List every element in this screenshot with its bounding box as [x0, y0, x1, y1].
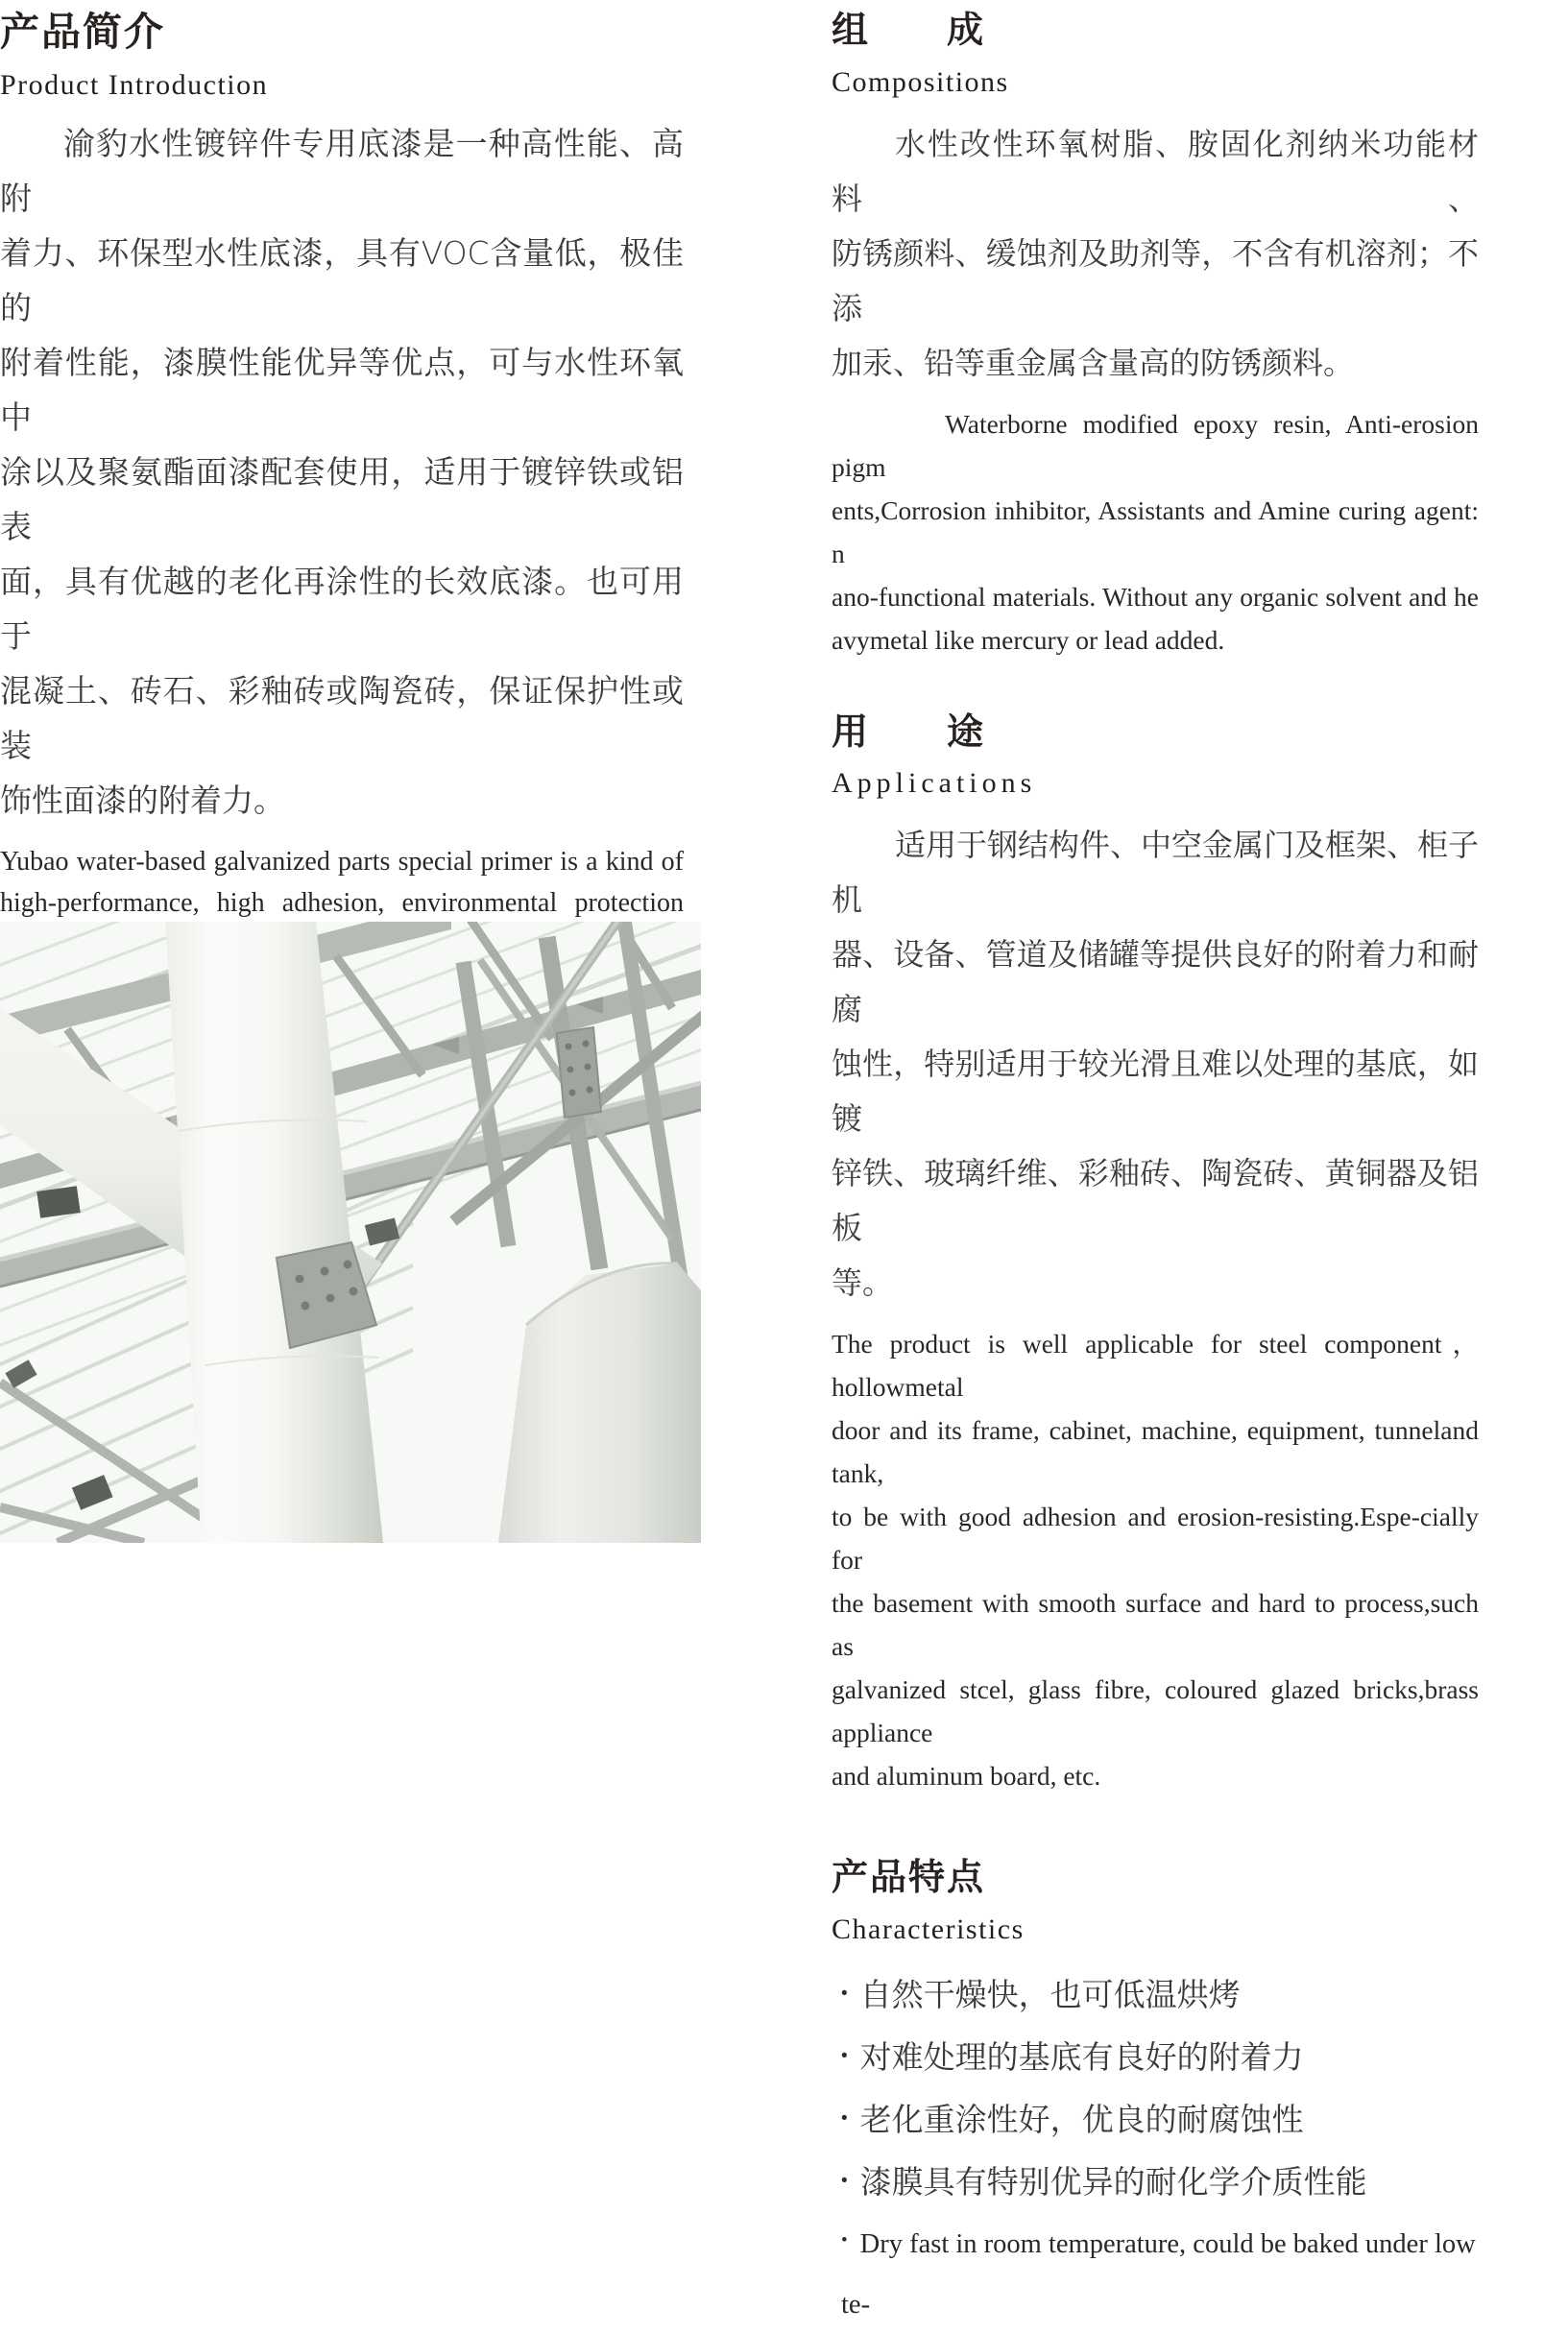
text-line: Waterborne modified epoxy resin, Anti-erosion pigm: [832, 408, 1479, 482]
characteristics-list-en: [832, 2216, 1479, 2334]
characteristics-title-en: Characteristics: [832, 1913, 1025, 1946]
compositions-title-zh: 组 成: [832, 9, 986, 51]
text-line: 着力、环保型水性底漆，具有VOC含量低，极佳的: [0, 234, 684, 327]
compositions-paragraph-en: [832, 402, 1479, 662]
text-line: avymetal like mercury or lead added.: [832, 624, 1225, 655]
bullet-marker: •: [841, 1983, 848, 2005]
text-line: 等。: [832, 1264, 894, 1302]
bullet-marker: •: [841, 2107, 848, 2129]
bullet-marker: •: [841, 2170, 848, 2192]
text-line: 水性改性环氧树脂、胺固化剂纳米功能材料、: [832, 125, 1479, 217]
text-line: ano-functional materials. Without any organic solvent and he: [832, 581, 1479, 612]
text-line: Yubao water-based galvanized parts special primer is a kind of: [0, 847, 684, 878]
text-line: the basement with smooth surface and hard to process,such as: [832, 1588, 1479, 1662]
compositions-title-en: Compositions: [832, 65, 1009, 98]
text-line: 锌铁、玻璃纤维、彩釉砖、陶瓷砖、黄铜器及铝板: [832, 1155, 1479, 1247]
steel-structure-illustration: [0, 922, 701, 1543]
characteristics-title-zh: 产品特点: [832, 1856, 986, 1899]
characteristics-section: [832, 1857, 1479, 2334]
steel-structure-photo: [0, 922, 701, 1543]
characteristic-item: [841, 1966, 1479, 2029]
characteristic-text: 漆膜具有特别优异的耐化学介质性能: [859, 2163, 1367, 2202]
compositions-paragraph-zh: [832, 117, 1479, 391]
right-column: [832, 4, 1479, 2334]
characteristic-text: 对难处理的基底有良好的附着力: [859, 2038, 1304, 2077]
characteristic-item: [841, 2091, 1479, 2154]
text-line: ents,Corrosion inhibitor, Assistants and Amine curing agent: n: [832, 494, 1479, 568]
product-introduction-title-en: Product Introduction: [0, 69, 269, 102]
text-line: The product is well applicable for steel component， hollowmetal: [832, 1329, 1479, 1403]
text-line: galvanized stcel, glass fibre, coloured glazed bricks,brass appliance: [832, 1674, 1479, 1748]
text-line: high-performance, high adhesion, environmental protection: [0, 888, 684, 919]
applications-section: [832, 711, 1479, 1798]
text-line: to be with good adhesion and erosion-resisting.Espe-cially for: [832, 1502, 1479, 1576]
applications-title-en: Applications: [832, 767, 1037, 800]
bullet-marker: •: [841, 2045, 848, 2067]
characteristic-item: [841, 2154, 1479, 2216]
text-line: 器、设备、管道及储罐等提供良好的附着力和耐腐: [832, 936, 1479, 1028]
text-line: 蚀性，特别适用于较光滑且难以处理的基底，如镀: [832, 1046, 1479, 1138]
product-introduction-title-zh: 产品简介: [0, 9, 165, 55]
characteristic-item: [841, 2029, 1479, 2091]
characteristic-item: [841, 2216, 1479, 2334]
text-line: 涂以及聚氨酯面漆配套使用，适用于镀锌铁或铝表: [0, 453, 684, 546]
text-line: 混凝土、砖石、彩釉砖或陶瓷砖，保证保护性或装: [0, 672, 684, 765]
text-line: 附着性能，漆膜性能优异等优点，可与水性环氧中: [0, 344, 684, 437]
applications-paragraph-zh: [832, 818, 1479, 1311]
bullet-marker: •: [841, 2230, 848, 2251]
text-line: 加汞、铅等重金属含量高的防锈颜料。: [832, 344, 1355, 381]
text-line: 渝豹水性镀锌件专用底漆是一种高性能、高附: [0, 125, 684, 218]
characteristic-text: 老化重涂性好，优良的耐腐蚀性: [859, 2101, 1304, 2139]
intro-paragraph-zh: [0, 116, 684, 828]
applications-paragraph-en: [832, 1322, 1479, 1797]
characteristic-text: 自然干燥快，也可低温烘烤: [859, 1976, 1241, 2014]
text-line: 适用于钢结构件、中空金属门及框架、柜子机: [832, 827, 1480, 919]
text-line: door and its frame, cabinet, machine, equipment, tunneland tank,: [832, 1415, 1479, 1489]
characteristics-list-zh: [832, 1966, 1479, 2216]
text-line: 防锈颜料、缓蚀剂及助剂等，不含有机溶剂；不添: [832, 234, 1479, 326]
text-line: and aluminum board, etc.: [832, 1761, 1101, 1792]
text-line: 面，具有优越的老化再涂性的长效底漆。也可用于: [0, 563, 684, 656]
text-line: 饰性面漆的附着力。: [0, 782, 285, 820]
applications-title-zh: 用 途: [832, 710, 986, 753]
characteristic-text: Dry fast in room temperature, could be baked under low te-: [841, 2229, 1476, 2321]
